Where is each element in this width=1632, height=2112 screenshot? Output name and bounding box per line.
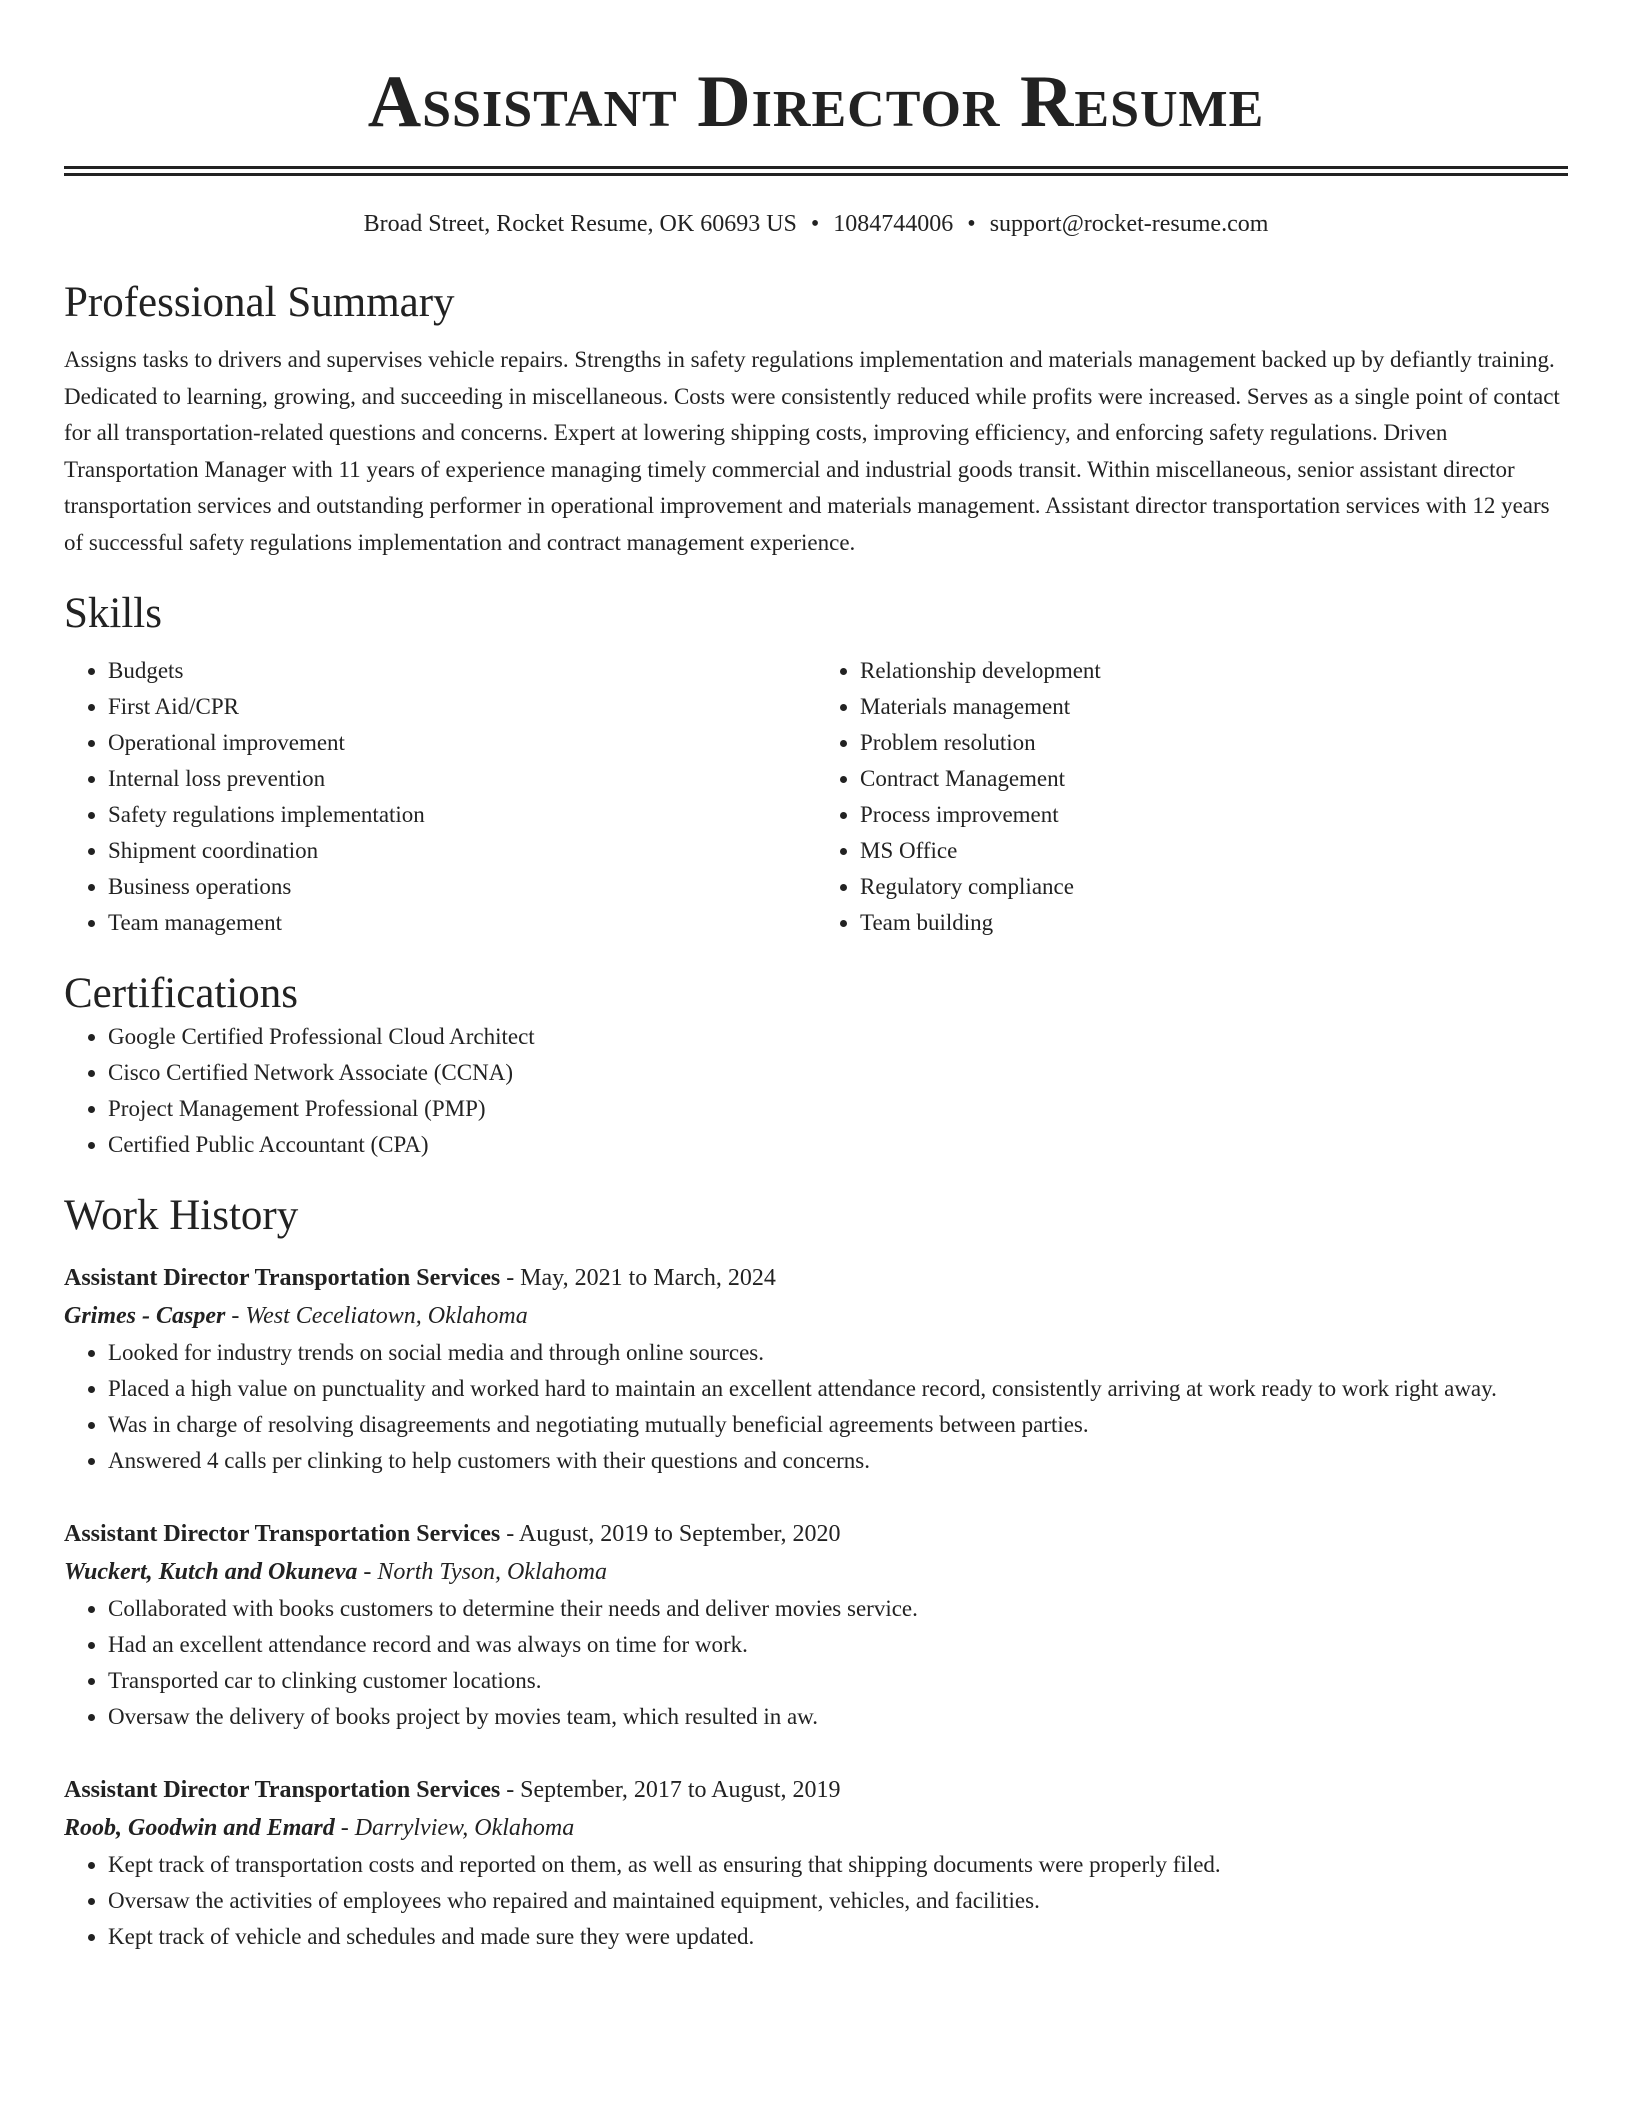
job-location: - North Tyson, Oklahoma [357, 1559, 607, 1585]
section-heading-work-history: Work History [64, 1192, 299, 1239]
skills-list-right [816, 653, 1568, 941]
contact-email: support@rocket-resume.com [989, 211, 1269, 237]
job-entry [64, 1771, 1568, 1955]
job-duties-list [64, 1591, 1568, 1735]
skill-item: • Operational improvement [108, 725, 816, 761]
skills-list-left [64, 653, 816, 941]
job-location: - West Ceceliatown, Oklahoma [225, 1303, 528, 1329]
job-title-line [64, 1515, 1568, 1553]
job-company: Roob, Goodwin and Emard [64, 1815, 335, 1841]
job-duty-item: • Placed a high value on punctuality and worked hard to maintain an excellent attendance record, consistently arriving at work ready to work right away. [108, 1371, 1568, 1407]
skill-item: • Problem resolution [860, 725, 1568, 761]
job-duty-item: • Was in charge of resolving disagreements and negotiating mutually beneficial agreements between parties. [108, 1407, 1568, 1443]
skills-section [64, 589, 1568, 941]
job-duty-item: • Oversaw the delivery of books project by movies team, which resulted in aw. [108, 1699, 1568, 1735]
skill-item: • Relationship development [860, 653, 1568, 689]
job-title-line [64, 1259, 1568, 1297]
job-duty-item: • Collaborated with books customers to determine their needs and deliver movies service. [108, 1591, 1568, 1627]
skill-item: • First Aid/CPR [108, 689, 816, 725]
contact-line [64, 208, 1568, 240]
job-title: Assistant Director Transportation Services [64, 1521, 501, 1547]
contact-address: Broad Street, Rocket Resume, OK 60693 US [363, 211, 797, 237]
page-title: Assistant Director Resume [367, 61, 1265, 143]
skill-item: • Budgets [108, 653, 816, 689]
job-company-line [64, 1297, 1568, 1335]
job-company: Grimes - Casper [64, 1303, 226, 1329]
certifications-section [64, 969, 1568, 1163]
job-entry [64, 1515, 1568, 1735]
skill-item: • MS Office [860, 833, 1568, 869]
contact-separator: • [967, 211, 976, 237]
certification-item: • Project Management Professional (PMP) [108, 1091, 1568, 1127]
job-duty-item: • Looked for industry trends on social media and through online sources. [108, 1335, 1568, 1371]
skill-item: • Regulatory compliance [860, 869, 1568, 905]
job-duties-list [64, 1335, 1568, 1479]
skill-item: • Safety regulations implementation [108, 797, 816, 833]
job-title-line [64, 1771, 1568, 1809]
job-duty-item: • Kept track of transportation costs and reported on them, as well as ensuring that shipping documents were properly filed. [108, 1847, 1568, 1883]
job-duty-item: • Transported car to clinking customer locations. [108, 1663, 1568, 1699]
section-heading-summary: Professional Summary [64, 279, 455, 326]
job-company-line [64, 1809, 1568, 1847]
job-duty-item: • Answered 4 calls per clinking to help customers with their questions and concerns. [108, 1443, 1568, 1479]
title-double-rule [64, 166, 1568, 176]
job-location: - Darrylview, Oklahoma [334, 1815, 575, 1841]
skill-item: • Materials management [860, 689, 1568, 725]
skill-item: • Internal loss prevention [108, 761, 816, 797]
job-title: Assistant Director Transportation Services [64, 1777, 501, 1803]
certifications-list [64, 1019, 1568, 1163]
certification-item: • Certified Public Accountant (CPA) [108, 1127, 1568, 1163]
skill-item: • Shipment coordination [108, 833, 816, 869]
section-heading-skills: Skills [64, 590, 162, 637]
job-duty-item: • Kept track of vehicle and schedules and made sure they were updated. [108, 1919, 1568, 1955]
professional-summary-section [64, 278, 1568, 561]
job-duties-list [64, 1847, 1568, 1955]
certification-item: • Google Certified Professional Cloud Architect [108, 1019, 1568, 1055]
job-title: Assistant Director Transportation Services [64, 1265, 501, 1291]
job-dates: - August, 2019 to September, 2020 [500, 1521, 841, 1547]
job-company: Wuckert, Kutch and Okuneva [64, 1559, 358, 1585]
work-history-section [64, 1191, 1568, 1955]
skill-item: • Process improvement [860, 797, 1568, 833]
summary-text: Assigns tasks to drivers and supervises vehicle repairs. Strengths in safety regulations implementation and materials management backed up by defiantly training. Dedicated to learning, growing, and succeeding in miscellaneous. Costs were consistently reduced while profits were increased. Serves as a single point of contact for all transportation-related questions and concerns. Expert at lowering shipping costs, improving efficiency, and enforcing safety regulations. Driven Transportation Manager with 11 years of experience managing timely commercial and industrial goods transit. Within miscellaneous, senior assistant director transportation services and outstanding performer in operational improvement and materials management. Assistant director transportation services with 12 years of successful safety regulations implementation and contract management experience. [64, 347, 1560, 555]
job-dates: - May, 2021 to March, 2024 [500, 1265, 776, 1291]
job-entry [64, 1259, 1568, 1479]
section-heading-certifications: Certifications [64, 970, 299, 1017]
job-duty-item: • Oversaw the activities of employees who repaired and maintained equipment, vehicles, and facilities. [108, 1883, 1568, 1919]
job-duty-item: • Had an excellent attendance record and was always on time for work. [108, 1627, 1568, 1663]
skill-item: • Contract Management [860, 761, 1568, 797]
job-company-line [64, 1553, 1568, 1591]
skill-item: • Team management [108, 905, 816, 941]
skills-columns [64, 653, 1568, 941]
certification-item: • Cisco Certified Network Associate (CCNA) [108, 1055, 1568, 1091]
job-dates: - September, 2017 to August, 2019 [500, 1777, 841, 1803]
contact-phone: 1084744006 [833, 211, 954, 237]
skill-item: • Business operations [108, 869, 816, 905]
contact-separator: • [810, 211, 820, 237]
skill-item: • Team building [860, 905, 1568, 941]
